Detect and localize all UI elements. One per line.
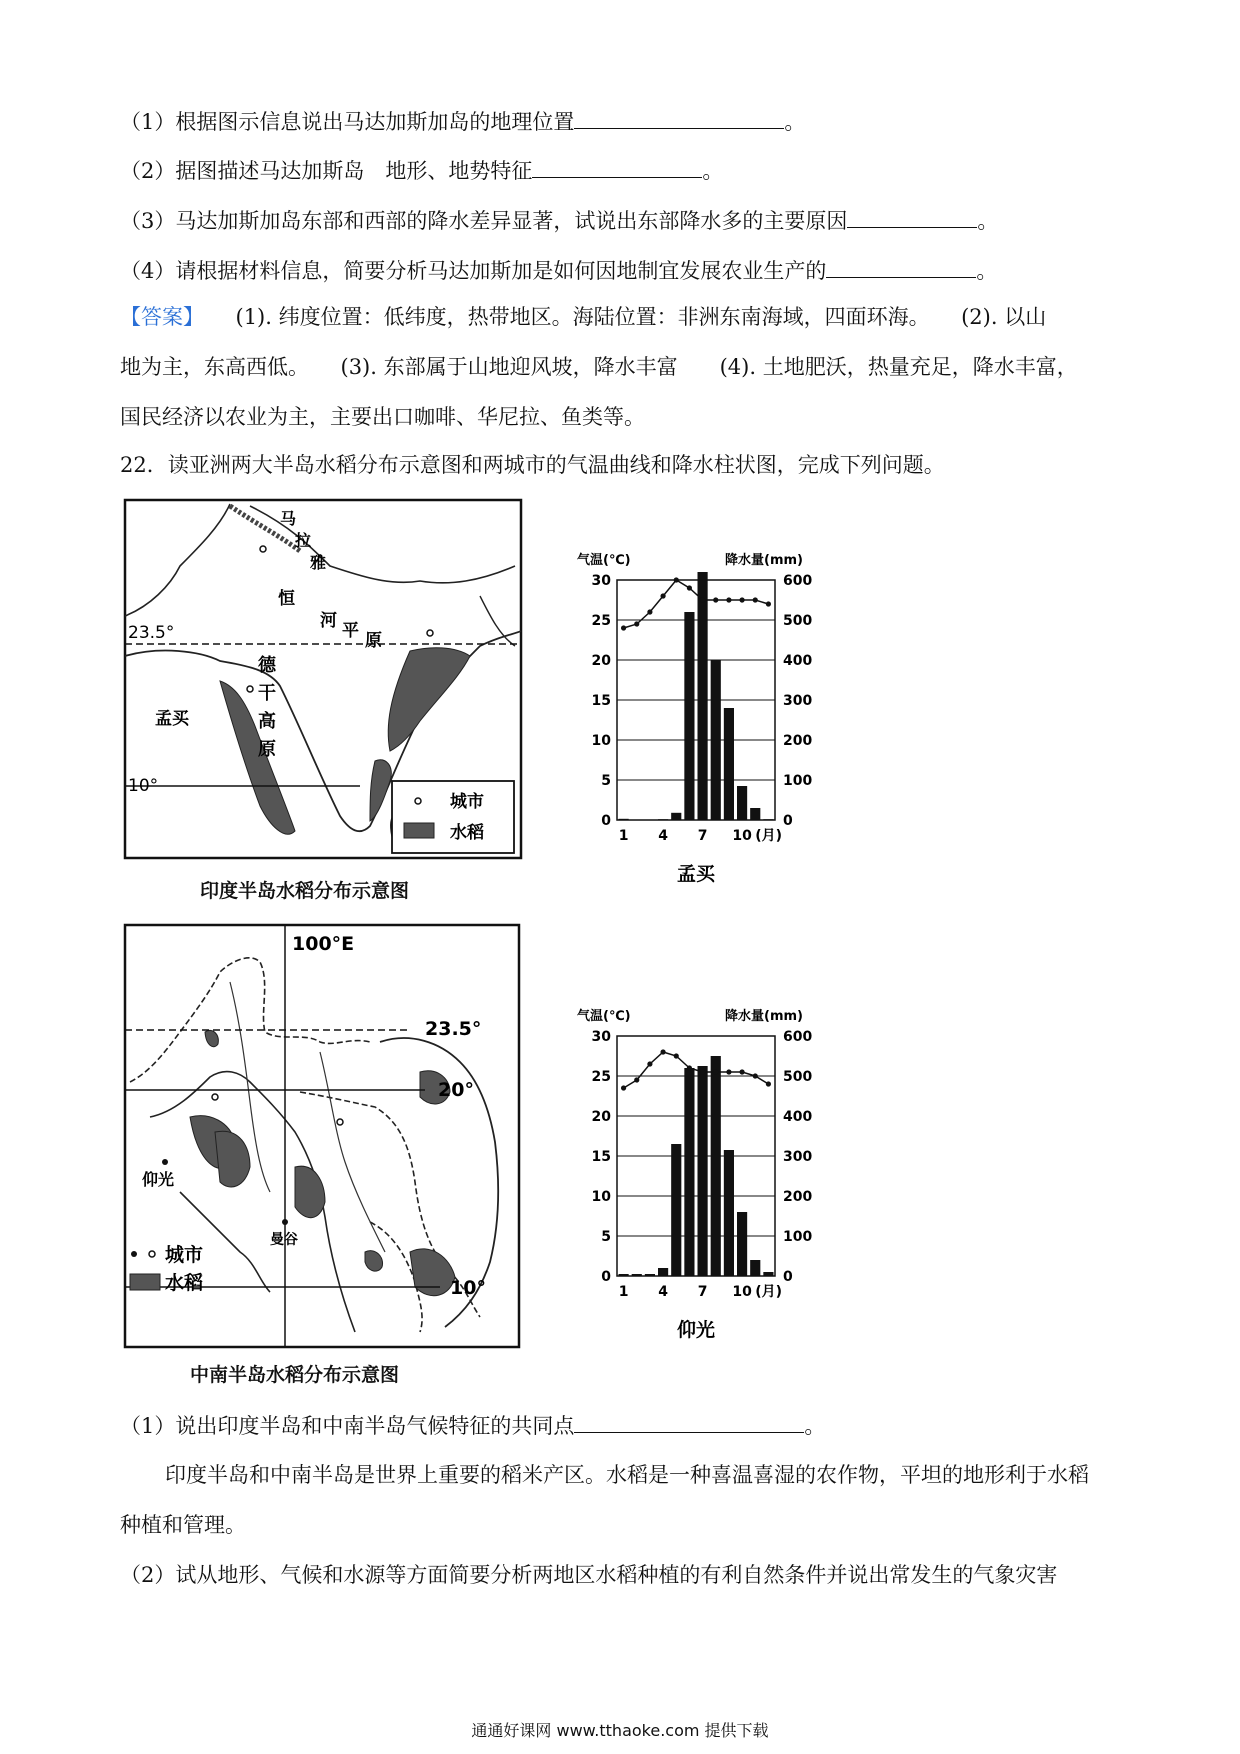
legend-city-label: 城市	[450, 792, 484, 812]
x-tick-label: 10	[732, 1284, 752, 1300]
right-tick-label: 600	[783, 1029, 813, 1045]
temperature-point	[713, 597, 718, 602]
left-tick-label: 15	[591, 1149, 611, 1165]
question-line	[120, 205, 998, 236]
city-marker	[337, 1119, 343, 1125]
map-label: 高	[258, 711, 276, 732]
precip-bar	[671, 813, 681, 820]
question-text: （1）根据图示信息说出马达加斯加岛的地理位置	[120, 110, 575, 134]
left-tick-label: 20	[591, 653, 611, 669]
map-label: 原	[258, 739, 276, 760]
temperature-point	[687, 585, 692, 590]
answer-text: (1). 纬度位置：低纬度，热带地区。海陆位置：非洲东南海域，四面环海。 (2). 以山	[193, 305, 1047, 329]
answer-tag: 【答案】	[120, 305, 194, 329]
left-tick-label: 30	[591, 1029, 611, 1045]
precip-bar	[711, 660, 721, 820]
left-tick-label: 15	[591, 693, 611, 709]
temperature-line	[624, 1052, 769, 1088]
temperature-point	[739, 1069, 744, 1074]
yangon-chart-svg	[575, 1004, 835, 1344]
chart-title: 仰光	[676, 1319, 716, 1341]
material-line	[165, 1460, 1089, 1490]
temperature-point	[766, 1081, 771, 1086]
precip-bar	[671, 1144, 681, 1276]
precip-bar	[711, 1056, 721, 1276]
temperature-point	[674, 577, 679, 582]
legend-rice-label: 水稻	[165, 1272, 204, 1294]
precip-bar	[684, 1068, 694, 1276]
map-label: 河	[320, 611, 337, 631]
right-tick-label: 100	[783, 1229, 813, 1245]
page-footer: 通通好课网 www.tthaoke.com 提供下载	[471, 1721, 769, 1740]
lat-10-label: 10°	[450, 1277, 486, 1299]
answer-text: 地为主，东高西低。 (3). 东部属于山地迎风坡，降水丰富 (4). 土地肥沃，热量充足，降水丰富，	[120, 355, 1078, 379]
city-marker	[162, 1159, 168, 1165]
period: 。	[976, 259, 998, 283]
map-label: 平	[342, 621, 359, 641]
city-marker	[427, 630, 433, 636]
temperature-point	[766, 601, 771, 606]
city-marker	[212, 1094, 218, 1100]
answer-line	[120, 302, 1046, 332]
left-tick-label: 10	[591, 733, 611, 749]
right-tick-label: 100	[783, 773, 813, 789]
answer-blank	[847, 205, 977, 228]
precip-bar	[750, 1260, 760, 1276]
period: 。	[804, 1414, 826, 1438]
city-marker	[282, 1219, 288, 1225]
question-line	[120, 1410, 825, 1441]
right-tick-label: 500	[783, 1069, 813, 1085]
map-label: 德	[258, 655, 276, 676]
city-label-bangkok: 曼谷	[270, 1232, 298, 1248]
material-text: 种植和管理。	[120, 1513, 246, 1537]
lon-100-label: 100°E	[292, 933, 355, 955]
left-tick-label: 5	[601, 773, 611, 789]
x-tick-label: 10	[732, 828, 752, 844]
left-tick-label: 0	[601, 1269, 611, 1285]
temperature-point	[660, 593, 665, 598]
map-label: 拉	[295, 531, 312, 550]
question-text: （2）试从地形、气候和水源等方面简要分析两地区水稻种植的有利自然条件并说出常发生的气象灾害	[120, 1563, 1058, 1587]
right-tick-label: 500	[783, 613, 813, 629]
right-tick-label: 0	[783, 1269, 793, 1285]
question-line	[120, 1560, 1057, 1590]
right-tick-label: 300	[783, 1149, 813, 1165]
temperature-point	[660, 1049, 665, 1054]
lat-20-label: 20°	[438, 1079, 474, 1101]
x-tick-label: 4	[658, 828, 668, 844]
precip-bar	[698, 572, 708, 820]
precip-bar	[750, 808, 760, 820]
right-tick-label: 600	[783, 573, 813, 589]
precip-bar	[737, 786, 747, 820]
city-marker	[247, 686, 253, 692]
map-label: 原	[365, 631, 382, 651]
legend-rice-label: 水稻	[450, 823, 484, 843]
stem-text: 22．读亚洲两大半岛水稻分布示意图和两城市的气温曲线和降水柱状图，完成下列问题。	[120, 453, 945, 477]
temperature-point	[726, 597, 731, 602]
right-tick-label: 200	[783, 733, 813, 749]
left-tick-label: 0	[601, 813, 611, 829]
precip-bar	[724, 1150, 734, 1276]
x-unit-label: (月)	[755, 1284, 783, 1300]
map-label: 雅	[310, 553, 327, 572]
x-tick-label: 7	[697, 1284, 708, 1300]
city-label-yangon: 仰光	[142, 1170, 175, 1189]
map-label: 干	[258, 683, 276, 704]
map-label: 恒	[278, 589, 295, 609]
legend-city-label: 城市	[165, 1244, 204, 1266]
lat-23-5-label: 23.5°	[128, 623, 175, 643]
left-tick-label: 5	[601, 1229, 611, 1245]
temperature-point	[621, 625, 626, 630]
right-tick-label: 300	[783, 693, 813, 709]
precip-bar	[698, 1066, 708, 1276]
left-tick-label: 20	[591, 1109, 611, 1125]
left-axis-label: 气温(℃)	[577, 553, 631, 568]
left-axis-label: 气温(℃)	[577, 1009, 631, 1024]
right-axis-label: 降水量(mm)	[725, 553, 803, 568]
x-tick-label: 7	[697, 828, 708, 844]
india-map-caption: 印度半岛水稻分布示意图	[200, 880, 410, 902]
question-text: （1）说出印度半岛和中南半岛气候特征的共同点	[120, 1414, 575, 1438]
answer-line	[120, 352, 1078, 382]
india-map-svg	[120, 496, 530, 868]
india-map	[120, 496, 530, 872]
temperature-point	[713, 1069, 718, 1074]
temperature-line	[624, 580, 769, 628]
mumbai-climate-chart	[575, 548, 835, 892]
material-text: 印度半岛和中南半岛是世界上重要的稻米产区。水稻是一种喜温喜湿的农作物，平坦的地形利于水稻	[165, 1463, 1089, 1487]
x-unit-label: (月)	[755, 828, 783, 844]
answer-text: 国民经济以农业为主，主要出口咖啡、华尼拉、鱼类等。	[120, 405, 645, 429]
question-stem	[120, 450, 945, 480]
answer-blank	[532, 155, 702, 178]
question-line	[120, 255, 997, 286]
temperature-point	[687, 1065, 692, 1070]
left-tick-label: 25	[591, 1069, 611, 1085]
temperature-point	[634, 1077, 639, 1082]
precip-bar	[684, 612, 694, 820]
lat-10-label: 10°	[128, 776, 159, 796]
precip-bar	[737, 1212, 747, 1276]
period: 。	[784, 110, 806, 134]
right-tick-label: 400	[783, 1109, 813, 1125]
right-axis-label: 降水量(mm)	[725, 1009, 803, 1024]
chart-title: 孟买	[676, 863, 716, 885]
lat-23-5-label: 23.5°	[425, 1018, 482, 1040]
yangon-climate-chart	[575, 1004, 835, 1348]
temperature-point	[647, 1061, 652, 1066]
temperature-point	[753, 1073, 758, 1078]
question-line	[120, 106, 805, 137]
indochina-map	[120, 922, 530, 1356]
answer-blank	[574, 106, 784, 129]
material-line	[120, 1510, 246, 1540]
temperature-point	[739, 597, 744, 602]
city-marker	[260, 546, 266, 552]
answer-line	[120, 402, 645, 432]
temperature-point	[674, 1053, 679, 1058]
x-tick-label: 4	[658, 1284, 668, 1300]
answer-blank	[826, 255, 976, 278]
left-tick-label: 25	[591, 613, 611, 629]
x-tick-label: 1	[618, 828, 629, 844]
period: 。	[702, 159, 724, 183]
temperature-point	[753, 597, 758, 602]
temperature-point	[700, 1069, 705, 1074]
question-text: （3）马达加斯加岛东部和西部的降水差异显著，试说出东部降水多的主要原因	[120, 209, 848, 233]
temperature-point	[621, 1085, 626, 1090]
temperature-point	[634, 621, 639, 626]
indochina-map-caption: 中南半岛水稻分布示意图	[190, 1364, 400, 1386]
temperature-point	[647, 609, 652, 614]
question-line	[120, 155, 723, 186]
indochina-map-svg	[120, 922, 530, 1352]
right-tick-label: 200	[783, 1189, 813, 1205]
right-tick-label: 0	[783, 813, 793, 829]
period: 。	[977, 209, 999, 233]
temperature-point	[700, 597, 705, 602]
city-label-mumbai: 孟买	[155, 709, 189, 729]
left-tick-label: 10	[591, 1189, 611, 1205]
right-tick-label: 400	[783, 653, 813, 669]
map-label: 马	[280, 509, 297, 528]
precip-bar	[724, 708, 734, 820]
mumbai-chart-svg	[575, 548, 835, 888]
temperature-point	[726, 1069, 731, 1074]
question-text: （4）请根据材料信息，简要分析马达加斯加是如何因地制宜发展农业生产的	[120, 259, 827, 283]
question-text: （2）据图描述马达加斯岛 地形、地势特征	[120, 159, 533, 183]
x-tick-label: 1	[618, 1284, 629, 1300]
answer-blank	[574, 1410, 804, 1433]
precip-bar	[658, 1268, 668, 1276]
left-tick-label: 30	[591, 573, 611, 589]
